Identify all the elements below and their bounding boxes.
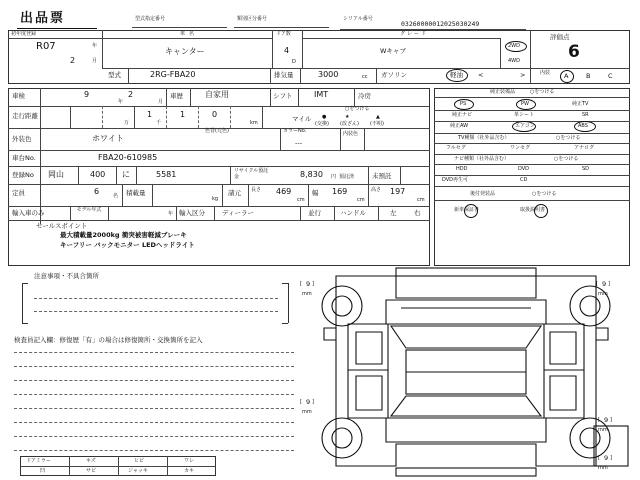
navi-dvd-play: DVD再生可 (442, 177, 469, 183)
exterior-color-label: 外装色 (12, 135, 32, 143)
displacement-unit: cc (362, 74, 368, 80)
import-parallel: 並行 (308, 209, 321, 217)
inspection-month-unit: 月 (158, 99, 164, 105)
serial-number: 03260000012025030249 (401, 20, 480, 28)
tire-fl-depth: 9 (306, 280, 311, 288)
legend-item-1: ドアミラー (26, 458, 51, 464)
seats-unit: 名 (113, 193, 119, 199)
meter-option-1: (交換) (315, 121, 329, 127)
tire-spare-depth: 9 (604, 454, 609, 462)
equipment-circle-note: ○をつける (530, 89, 555, 95)
sales-points-line1: 最大積載量2000kg 衝突被害軽減ブレーキ (60, 231, 187, 239)
doors-label: ドア数 (276, 31, 291, 37)
displacement-value: 3000 (318, 70, 339, 79)
first-reg-month: 2 (70, 56, 76, 65)
handle-left: 左 (390, 209, 397, 217)
sales-points-line2: キーフリー バックモニター LEDヘッドライト (60, 241, 195, 249)
doors-value: 4 (284, 46, 290, 55)
load-unit: kg (212, 196, 219, 202)
tv-analog: アナログ (574, 145, 595, 151)
interior-label: 内装 (540, 70, 551, 76)
aftermarket-circle-note: ○をつける (532, 191, 557, 197)
tv-fullseg: フルセグ (446, 145, 466, 151)
sheet-title: 出品票 (20, 11, 66, 26)
meter-option-2: (改ざん) (340, 121, 359, 127)
grade-value: Wキャブ (380, 47, 406, 55)
serial-label: シリアル番号 (343, 16, 373, 22)
color-number-value: --- (295, 139, 303, 147)
score-value: 6 (568, 42, 580, 62)
meter-option-3: (不明) (370, 121, 384, 127)
handle-right: 右 (414, 209, 421, 217)
import-label: 輸入車のみ (12, 209, 45, 217)
tire-rl-depth: 9 (306, 398, 311, 406)
tire-fr-depth: 9 (602, 280, 607, 288)
tire-rr-depth: 9 (604, 416, 609, 424)
length-label: 長さ (251, 187, 262, 193)
registration-region: 岡山 (48, 170, 64, 179)
navi-hdd: HDD (456, 166, 468, 172)
details-table (8, 88, 430, 266)
equip-ac: エアコン (515, 123, 535, 129)
inspection-month: 2 (128, 90, 134, 99)
equip-tv: 純正TV (572, 101, 589, 107)
shift-value: IMT (314, 90, 329, 99)
mileage-man-unit: 万 (124, 120, 130, 126)
drive-4wd: 4WD (508, 58, 520, 64)
recycle-status: 預託済 (339, 174, 355, 180)
new-car-warranty: 新車保証書 (454, 207, 480, 213)
recycle-unpaid: 未預託 (372, 172, 392, 180)
first-reg-era: R07 (36, 41, 56, 52)
equip-pw: PW (521, 101, 529, 107)
interior-color-label: 内装色 (343, 131, 359, 137)
displacement-label: 排気量 (274, 71, 294, 79)
recycle-unit: 円 (331, 174, 337, 180)
registration-label: 登録No (12, 171, 34, 179)
car-name-value: キャンター (165, 47, 205, 56)
legend-item-2: キズ (86, 458, 96, 464)
cert-label: 型式指定番号 (135, 16, 166, 22)
tv-type-header: TV種類（社外品含む） (458, 135, 510, 141)
width-label: 幅 (312, 189, 319, 197)
mileage-km-unit: km (250, 120, 258, 126)
sales-points-label: セールスポイント (36, 222, 88, 230)
equip-navi: 純正ナビ (452, 112, 473, 118)
month-unit: 月 (92, 58, 98, 64)
import-dealer: ディーラー (222, 209, 254, 217)
model-label: 型式 (108, 71, 121, 79)
equipment-header: 純正装備品 (490, 89, 516, 95)
registration-kana: に (122, 170, 130, 179)
usage-value: 自家用 (205, 90, 229, 99)
aftermarket-header: 後付発装品 (470, 191, 496, 197)
seats-value: 6 (94, 187, 100, 196)
seats-label: 定員 (12, 189, 25, 197)
navi-circle-note: ○をつける (554, 156, 579, 162)
tire-rr-unit: mm (598, 427, 608, 433)
mileage-digit-3: 1 (147, 110, 153, 119)
handle-label: ハンドル (340, 209, 366, 217)
mileage-label: 走行距離 (12, 112, 38, 120)
inspection-label: 車検 (12, 92, 25, 100)
navi-type-header: ナビ種類（社外品含む） (454, 156, 510, 162)
registration-class: 400 (90, 170, 106, 179)
mileage-digit-5: 0 (212, 110, 218, 119)
width-value: 169 (332, 187, 348, 196)
mileage-thousand-unit: 千 (156, 120, 162, 126)
legend-item-5: 凹 (40, 468, 46, 474)
tv-circle-note: ○をつける (556, 135, 581, 141)
tire-spare-unit: mm (598, 465, 608, 471)
interior-c: C (608, 72, 613, 80)
inspection-year-unit: 年 (118, 99, 124, 105)
length-unit: cm (297, 197, 305, 203)
navi-sd: SD (582, 166, 590, 172)
height-value: 197 (390, 187, 406, 196)
model-year-unit: 年 (168, 211, 174, 217)
fuel-diesel: 軽油 (450, 71, 463, 79)
equip-abs: ABS (578, 123, 588, 129)
height-label: 高さ (371, 187, 382, 193)
legend-item-7: ジャッキ (128, 468, 148, 474)
interior-b: B (586, 72, 591, 80)
tire-rl-unit: mm (302, 409, 312, 415)
registration-number: 5581 (156, 170, 177, 179)
equip-ps: PS (460, 101, 467, 107)
model-value: 2RG-FBA20 (150, 70, 196, 79)
car-damage-diagram (296, 266, 636, 480)
inspection-year: 9 (84, 90, 90, 99)
shift-label: シフト (273, 92, 293, 100)
color-number-label: カラーNo. (283, 128, 307, 134)
score-label: 評価点 (550, 33, 570, 41)
year-unit: 年 (92, 43, 98, 49)
car-name-label: 車名 (180, 31, 199, 37)
owner-manual: 取扱説明書 (520, 207, 546, 213)
tire-fr-unit: mm (598, 291, 608, 297)
equip-aw: 純正AW (450, 123, 469, 129)
legend-item-3: ヒビ (134, 458, 145, 464)
exterior-color-value: ホワイト (92, 134, 124, 143)
legend-item-4: ワレ (184, 458, 195, 464)
load-label: 積載量 (126, 189, 146, 197)
model-year-label: モデル年式 (76, 207, 102, 213)
tv-oneseg: ワンセグ (510, 145, 531, 151)
mileage-digit-4: 1 (180, 110, 186, 119)
recycle-value: 8,830 (300, 170, 323, 179)
meter-label: マイル (292, 115, 312, 123)
recycle-label: リサイクル預託金 (234, 168, 269, 180)
dims-label: 諸元 (228, 189, 241, 197)
chassis-label: 車台No. (12, 154, 36, 162)
legend-item-6: サビ (86, 468, 97, 474)
class-label: 類別区分番号 (237, 16, 268, 22)
first-reg-label: 初年度登録 (11, 31, 37, 37)
legend-item-8: カキ (184, 468, 195, 474)
height-unit: cm (417, 197, 425, 203)
navi-cd: CD (520, 177, 528, 183)
usage-label: 車歴 (170, 92, 183, 100)
inspector-note-label: 検査員記入欄：修復歴「有」の場合は修復箇所・交換箇所を記入 (14, 336, 203, 344)
navi-dvd: DVD (518, 166, 530, 172)
equip-leather: 革シート (514, 112, 535, 118)
length-value: 469 (276, 187, 292, 196)
drive-2wd: 2WD (508, 43, 520, 49)
interior-a: A (564, 72, 569, 80)
grade-label: グレード (400, 31, 429, 37)
meter-circle-note: ○をつける (345, 106, 370, 112)
caution-label: 注意事項・不具合箇所 (34, 272, 99, 280)
ac-label: 冷房 (358, 92, 371, 100)
width-unit: cm (357, 197, 365, 203)
tire-fl-unit: mm (302, 291, 312, 297)
fuel-gasoline: ガソリン (381, 71, 407, 79)
import-type-label: 輸入区分 (179, 209, 205, 217)
equip-sr: SR (582, 112, 589, 118)
chassis-value: FBA20-610985 (98, 153, 158, 162)
color-change-label: 色替(元色) (205, 128, 229, 134)
door-suffix: D (292, 59, 296, 65)
